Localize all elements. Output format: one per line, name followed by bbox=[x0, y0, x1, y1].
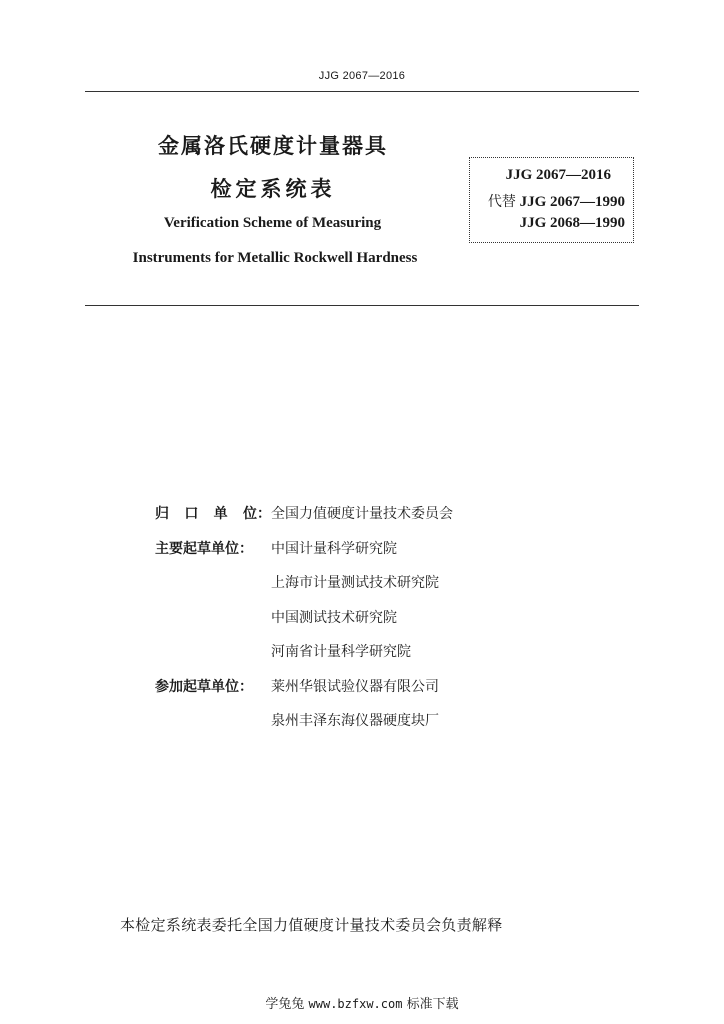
replaces-standard-line bbox=[488, 191, 625, 211]
main-drafting-unit-value: 河南省计量科学研究院 bbox=[271, 644, 411, 660]
drafting-units-list bbox=[155, 503, 453, 745]
title-divider bbox=[85, 305, 639, 306]
title-english-line2: Instruments for Metallic Rockwell Hardness bbox=[132, 250, 418, 266]
main-drafting-unit-label: 主要起草单位： bbox=[155, 540, 253, 557]
replaced-standard-code-1: JJG 2067—1990 bbox=[519, 194, 625, 210]
current-standard-code: JJG 2067—2016 bbox=[505, 167, 611, 183]
main-drafting-unit-row bbox=[155, 641, 453, 676]
interpretation-note: 本检定系统表委托全国力值硬度计量技术委员会负责解释 bbox=[120, 916, 503, 934]
participating-unit-label: 参加起草单位： bbox=[155, 678, 253, 695]
watermark-url[interactable]: www.bzfxw.com bbox=[308, 997, 403, 1011]
participating-unit-value: 莱州华银试验仪器有限公司 bbox=[271, 678, 439, 695]
watermark bbox=[0, 993, 724, 1012]
responsible-unit-label: 归 口 单 位： bbox=[155, 506, 271, 522]
main-drafting-unit-row bbox=[155, 538, 453, 573]
watermark-suffix: 标准下载 bbox=[406, 997, 459, 1012]
title-chinese-line2: 检定系统表 bbox=[210, 177, 336, 201]
watermark-site-name: 学兔兔 bbox=[265, 997, 305, 1012]
responsible-unit-row bbox=[155, 503, 453, 538]
responsible-unit-value: 全国力值硬度计量技术委员会 bbox=[271, 506, 453, 522]
replaces-prefix: 代替 bbox=[487, 194, 516, 210]
main-drafting-unit-value: 上海市计量测试技术研究院 bbox=[271, 575, 439, 591]
participating-unit-row bbox=[155, 710, 453, 745]
title-english-line1: Verification Scheme of Measuring bbox=[163, 215, 382, 231]
header-standard-code: JJG 2067—2016 bbox=[318, 70, 406, 82]
header-divider bbox=[85, 91, 639, 92]
participating-unit-value: 泉州丰泽东海仪器硬度块厂 bbox=[271, 713, 439, 729]
main-drafting-unit-row bbox=[155, 572, 453, 607]
main-drafting-unit-value: 中国测试技术研究院 bbox=[271, 609, 397, 626]
main-drafting-unit-row bbox=[155, 607, 453, 642]
title-chinese-line1: 金属洛氏硬度计量器具 bbox=[158, 134, 388, 158]
main-drafting-unit-value: 中国计量科学研究院 bbox=[271, 540, 397, 557]
replaced-standard-code-2: JJG 2068—1990 bbox=[519, 215, 625, 231]
participating-unit-row bbox=[155, 676, 453, 711]
standard-code-box bbox=[469, 157, 634, 243]
